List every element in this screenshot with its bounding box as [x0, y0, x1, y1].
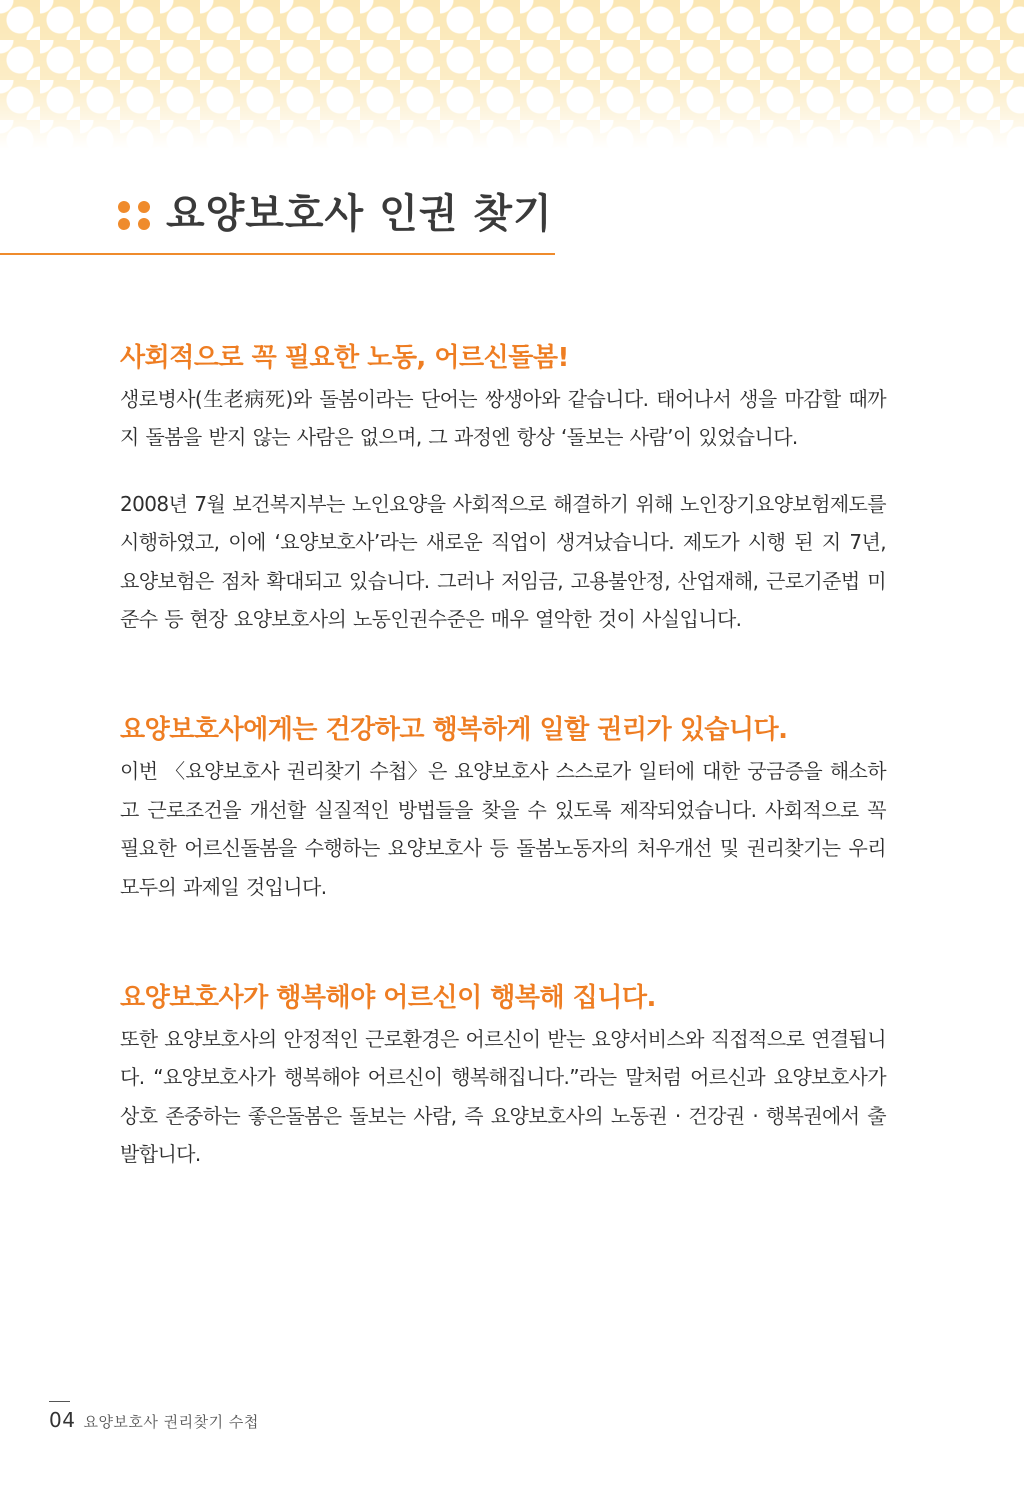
dots-icon — [118, 196, 154, 232]
page-number: 04 — [49, 1408, 76, 1432]
paragraph: 생로병사(生老病死)와 돌봄이라는 단어는 쌍생아와 같습니다. 태어나서 생을 마감할 때까지 돌봄을 받지 않는 사람은 없으며, 그 과정엔 항상 ‘돌보는 사람’이 있었습니다. — [120, 387, 886, 450]
page-title: 요양보호사 인권 찾기 — [166, 190, 553, 237]
section-right-to-work — [120, 708, 886, 906]
section-heading: 요양보호사에게는 건강하고 행복하게 일할 권리가 있습니다. — [120, 715, 788, 746]
body-content — [120, 336, 886, 1244]
paragraph: 이번 〈요양보호사 권리찾기 수첩〉은 요양보호사 스스로가 일터에 대한 궁금증을 해소하고 근로조건을 개선할 실질적인 방법들을 찾을 수 있도록 제작되었습니다. 사회적으로 꼭 필요한 어르신돌봄을 수행하는 요양보호사 등 돌봄노동자의 처우개선 및 권리찾기는 우리 모두의 과제일 것입니다. — [120, 759, 886, 899]
section-happy-caregivers — [120, 976, 886, 1174]
booklet-title: 요양보호사 권리찾기 수첩 — [83, 1413, 259, 1431]
paragraph: 2008년 7월 보건복지부는 노인요양을 사회적으로 해결하기 위해 노인장기요양보험제도를 시행하였고, 이에 ‘요양보호사’라는 새로운 직업이 생겨났습니다. 제도가 시행 된 지 7년, 요양보험은 점차 확대되고 있습니다. 그러나 저임금, 고용불안정, 산업재해, 근로기준법 미 준수 등 현장 요양보호사의 노동인권수준은 매우 열악한 것이 사실입니다. — [120, 491, 886, 632]
page-footer — [49, 1401, 259, 1432]
section-heading: 요양보호사가 행복해야 어르신이 행복해 집니다. — [120, 983, 656, 1014]
title-underline — [0, 253, 555, 255]
paragraph: 또한 요양보호사의 안정적인 근로환경은 어르신이 받는 요양서비스와 직접적으로 연결됩니다. “요양보호사가 행복해야 어르신이 행복해집니다.”라는 말처럼 어르신과 요양보호사가 상호 존중하는 좋은돌봄은 돌보는 사람, 즉 요양보호사의 노동권 · 건강권 · 행복권에서 출발합니다. — [120, 1027, 886, 1167]
section-heading: 사회적으로 꼭 필요한 노동, 어르신돌봄! — [120, 343, 569, 373]
section-caregiving-labor — [120, 336, 886, 638]
page-header — [118, 186, 553, 242]
header-dot-pattern — [0, 0, 1024, 150]
footer-rule — [49, 1401, 70, 1402]
